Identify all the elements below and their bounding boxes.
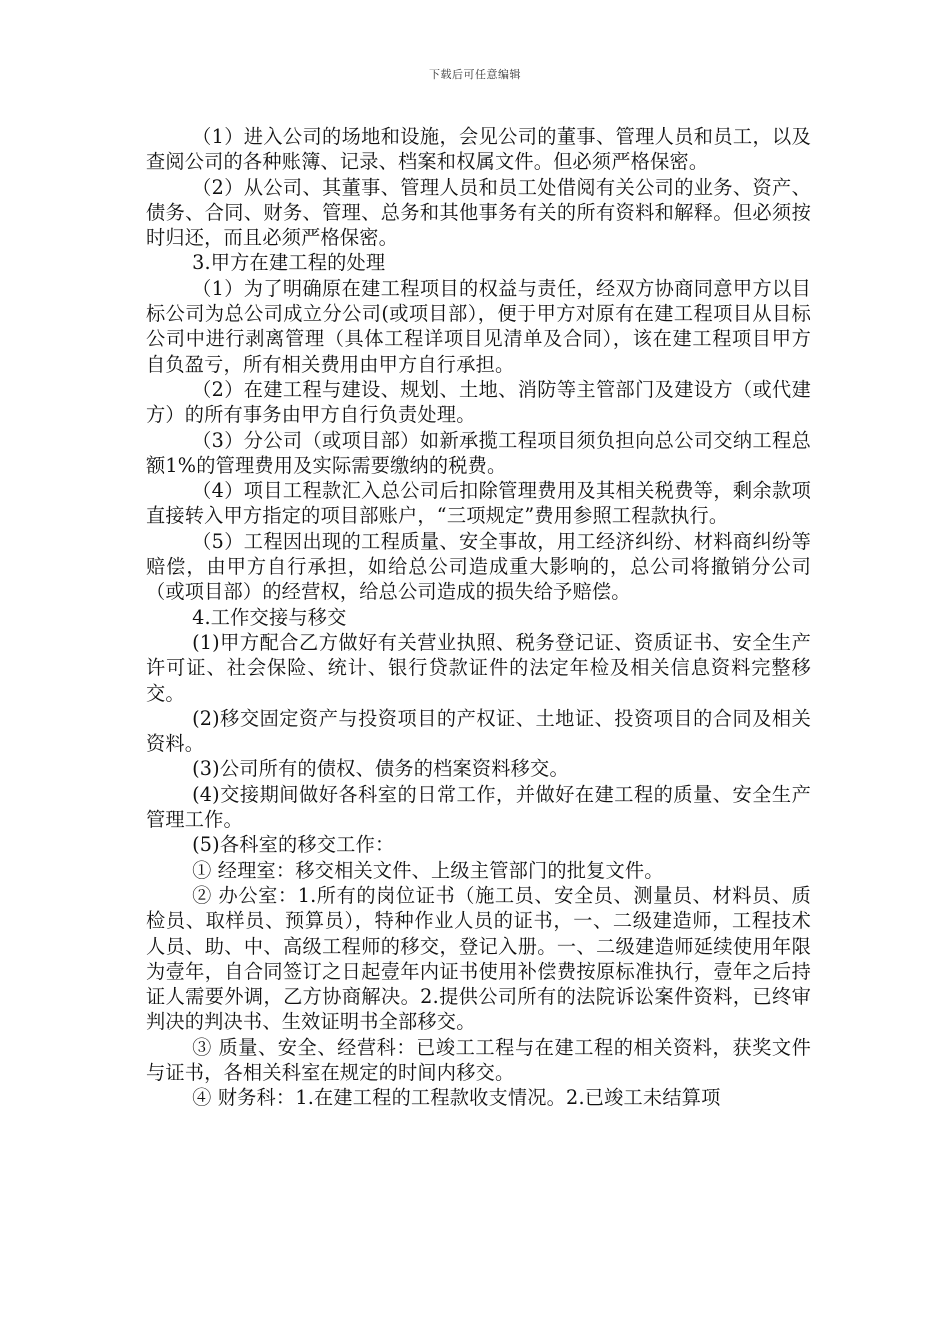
paragraph: (4)交接期间做好各科室的日常工作，并做好在建工程的质量、安全生产管理工作。: [146, 782, 811, 832]
section-heading: 3.甲方在建工程的处理: [192, 251, 386, 275]
paragraph: (5)各科室的移交工作：: [192, 833, 395, 857]
paragraph: ① 经理室：移交相关文件、上级主管部门的批复文件。: [192, 858, 664, 882]
paragraph: （2）从公司、其董事、管理人员和员工处借阅有关公司的业务、资产、债务、合同、财务、管理、总务和其他事务有关的所有资料和解释。但必须按时归还，而且必须严格保密。: [146, 175, 811, 250]
page-header: 下载后可任意编辑: [429, 68, 521, 81]
paragraph: （2）在建工程与建设、规划、土地、消防等主管部门及建设方（或代建方）的所有事务由甲方自行负责处理。: [146, 377, 811, 427]
paragraph: （1）进入公司的场地和设施，会见公司的董事、管理人员和员工，以及查阅公司的各种账簿、记录、档案和权属文件。但必须严格保密。: [146, 125, 811, 174]
paragraph: （1）为了明确原在建工程项目的权益与责任，经双方协商同意甲方以目标公司为总公司成立分公司(或项目部），便于甲方对原有在建工程项目从目标公司中进行剥离管理（具体工程详项目见清单及合同），该在建工程项目甲方自负盈亏，所有相关费用由甲方自行承担。: [146, 276, 811, 376]
document-body: [146, 124, 811, 1111]
paragraph: (3)公司所有的债权、债务的档案资料移交。: [192, 757, 569, 781]
paragraph: (1)甲方配合乙方做好有关营业执照、税务登记证、资质证书、安全生产许可证、社会保险、统计、银行贷款证件的法定年检及相关信息资料完整移交。: [146, 630, 811, 705]
paragraph: （5）工程因出现的工程质量、安全事故，用工经济纠纷、材料商纠纷等赔偿，由甲方自行承担，如给总公司造成重大影响的，总公司将撤销分公司（或项目部）的经营权，给总公司造成的损失给予赔偿。: [146, 529, 811, 604]
paragraph: ② 办公室：1.所有的岗位证书（施工员、安全员、测量员、材料员、质检员、取样员、预算员），特种作业人员的证书，一、二级建造师，工程技术人员、助、中、高级工程师的移交，登记入册。一、二级建造师延续使用年限为壹年，自合同签订之日起壹年内证书使用补偿费按原标准执行，壹年之后持证人需要外调，乙方协商解决。2.提供公司所有的法院诉讼案件资料，已终审判决的判决书、生效证明书全部移交。: [146, 883, 811, 1034]
paragraph: (2)移交固定资产与投资项目的产权证、土地证、投资项目的合同及相关资料。: [146, 706, 811, 756]
section-heading: 4.工作交接与移交: [192, 605, 347, 629]
paragraph: （4）项目工程款汇入总公司后扣除管理费用及其相关税费等，剩余款项直接转入甲方指定的项目部账户，“三项规定”费用参照工程款执行。: [146, 479, 811, 528]
paragraph: ④ 财务科：1.在建工程的工程款收支情况。2.已竣工未结算项: [192, 1086, 721, 1110]
paragraph: （3）分公司（或项目部）如新承揽工程项目须负担向总公司交纳工程总额1%的管理费用及实际需要缴纳的税费。: [146, 428, 811, 477]
paragraph: ③ 质量、安全、经营科：已竣工工程与在建工程的相关资料，获奖文件与证书，各相关科室在规定的时间内移交。: [146, 1035, 811, 1084]
